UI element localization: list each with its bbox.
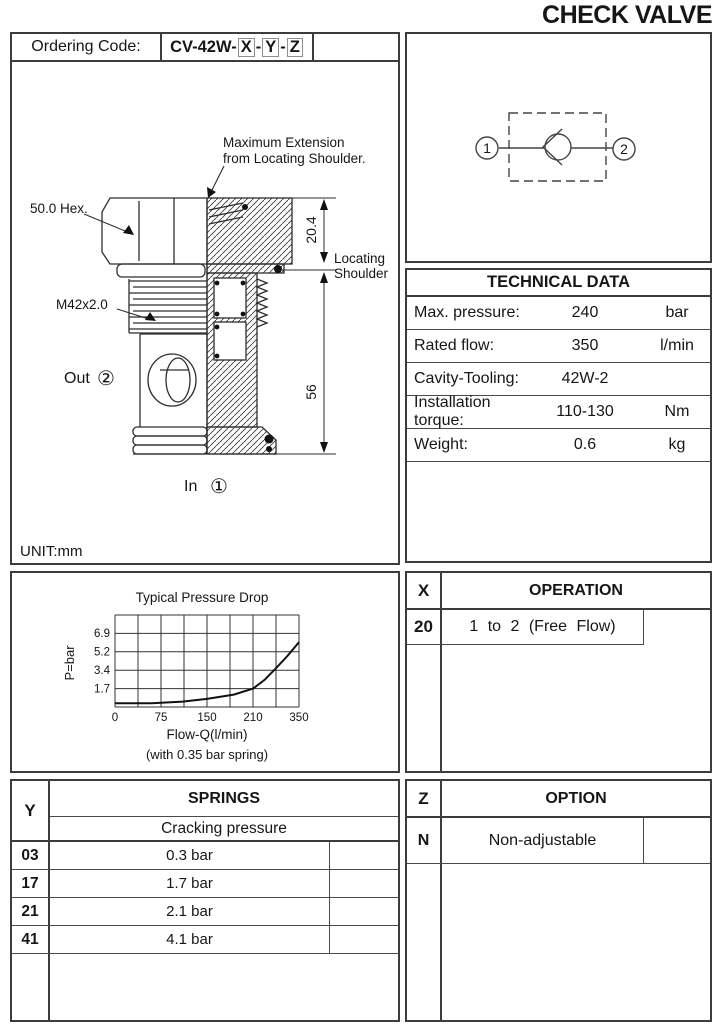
operation-col-letter: X xyxy=(407,573,442,608)
tech-unit: l/min xyxy=(660,337,694,354)
code-sep-2: - xyxy=(280,37,286,56)
springs-header-block xyxy=(12,781,398,842)
operation-table-panel xyxy=(405,571,712,773)
table-row xyxy=(12,870,398,898)
drawing-panel xyxy=(10,32,400,565)
washer xyxy=(117,264,205,277)
option-col-letter: Z xyxy=(407,781,442,816)
leader-arrowheads xyxy=(123,187,216,321)
option-header: OPTION xyxy=(545,789,607,807)
check-valve-symbol xyxy=(407,34,710,261)
hex-head-outline xyxy=(102,198,207,264)
spring-value: 2.1 bar xyxy=(50,898,330,925)
locating-shoulder-label-line2: Shoulder xyxy=(334,266,389,281)
chart-x-axis-label: Flow-Q(l/min) xyxy=(166,727,248,742)
table-row xyxy=(12,898,398,926)
chart-y-axis-label: P=bar xyxy=(62,645,77,681)
y-tick: 1.7 xyxy=(94,683,110,696)
option-table-panel xyxy=(405,779,712,1022)
spring-end-dot xyxy=(242,204,248,210)
spring-empty-cell xyxy=(330,842,398,869)
springs-col-letter: Y xyxy=(12,781,50,840)
x-tick: 75 xyxy=(154,712,168,724)
table-row xyxy=(407,297,710,330)
tech-label: Weight: xyxy=(414,436,468,453)
note-max-extension-line2: from Locating Shoulder. xyxy=(223,151,366,166)
spring-empty-cell xyxy=(330,926,398,953)
table-row xyxy=(12,926,398,954)
operation-header: OPERATION xyxy=(529,581,623,599)
locating-shoulder-label-line1: Locating xyxy=(334,251,386,266)
spring-code: 03 xyxy=(12,842,50,869)
x-tick: 210 xyxy=(243,712,263,724)
tech-value: 42W-2 xyxy=(561,370,609,387)
operation-empty-cell xyxy=(644,610,710,645)
thread-section xyxy=(129,279,207,333)
x-tick: 0 xyxy=(111,712,119,724)
operation-blank-area xyxy=(407,645,710,771)
option-value: Non-adjustable xyxy=(442,818,644,863)
ordering-code-header xyxy=(12,34,398,62)
symbol-panel xyxy=(405,32,712,263)
operation-desc: 1 to 2 (Free Flow) xyxy=(442,610,644,645)
tech-label: Cavity-Tooling: xyxy=(414,370,519,387)
spring-code: 41 xyxy=(12,926,50,953)
pressure-drop-chart xyxy=(12,573,398,771)
technical-data-panel xyxy=(405,268,712,563)
x-tick: 150 xyxy=(197,712,217,724)
code-prefix: CV-42W- xyxy=(170,37,237,56)
dim-56: 56 xyxy=(303,384,319,400)
spring-code: 21 xyxy=(12,898,50,925)
nose-grooves xyxy=(133,427,207,454)
spring-empty-cell xyxy=(330,898,398,925)
dim-20-4: 20.4 xyxy=(303,216,319,244)
springs-subheader: Cracking pressure xyxy=(161,819,287,837)
tech-label: Rated flow: xyxy=(414,337,495,354)
shoulder-oring-icon xyxy=(274,265,282,273)
operation-header-row xyxy=(407,573,710,610)
spring-value: 1.7 bar xyxy=(50,870,330,897)
tech-unit: kg xyxy=(668,436,686,453)
symbol-port-1-number: 1 xyxy=(483,140,491,156)
valve-cross-section-drawing xyxy=(12,62,398,563)
symbol-envelope xyxy=(509,113,606,181)
section-thread-teeth xyxy=(257,279,267,327)
tech-value: 240 xyxy=(571,304,599,321)
y-tick: 6.9 xyxy=(94,628,110,640)
technical-data-header: TECHNICAL DATA xyxy=(407,270,710,297)
tech-value: 110-130 xyxy=(556,403,614,420)
hex-size-label: 50.0 Hex. xyxy=(30,201,88,216)
page-title: CHECK VALVE xyxy=(542,1,712,29)
table-row xyxy=(407,330,710,363)
nose-backup-ring-icon xyxy=(266,446,272,452)
spring-value: 4.1 bar xyxy=(50,926,330,953)
springs-table-panel xyxy=(10,779,400,1022)
code-z-box: Z xyxy=(287,38,303,57)
option-header-row xyxy=(407,781,710,818)
tech-label: Max. pressure: xyxy=(414,304,520,321)
table-row xyxy=(407,363,710,396)
operation-code: 20 xyxy=(407,610,442,645)
spring-value: 0.3 bar xyxy=(50,842,330,869)
spring-empty-cell xyxy=(330,870,398,897)
port-2-icon: ② xyxy=(97,368,115,390)
code-x-box: X xyxy=(238,38,255,57)
spring-code: 17 xyxy=(12,870,50,897)
check-ball-icon xyxy=(545,134,571,160)
ordering-code-empty-cell xyxy=(314,34,398,60)
unit-note: UNIT:mm xyxy=(20,543,83,560)
symbol-port-2-number: 2 xyxy=(620,141,628,157)
ordering-code-label: Ordering Code: xyxy=(12,34,162,60)
in-label: In xyxy=(184,478,198,495)
note-max-extension-line1: Maximum Extension xyxy=(223,135,345,150)
tech-value: 350 xyxy=(571,337,599,354)
cross-port-inner-edge xyxy=(166,358,190,402)
port-1-icon: ① xyxy=(210,476,228,498)
option-code: N xyxy=(407,818,442,863)
tech-unit: Nm xyxy=(664,403,690,420)
nose-oring-icon xyxy=(265,435,274,444)
springs-header: SPRINGS xyxy=(50,781,398,817)
table-row xyxy=(407,818,710,864)
springs-blank-area xyxy=(12,954,398,1020)
table-row xyxy=(12,842,398,870)
tech-value: 0.6 xyxy=(573,436,597,453)
code-y-box: Y xyxy=(262,38,279,57)
option-empty-cell xyxy=(644,818,710,863)
x-tick: 350 xyxy=(289,712,309,724)
code-sep-1: - xyxy=(255,37,262,56)
ordering-code-value xyxy=(162,34,314,60)
section-shoulder xyxy=(207,264,284,273)
table-row xyxy=(407,396,710,429)
y-tick: 5.2 xyxy=(94,646,110,659)
tech-unit: bar xyxy=(665,304,689,321)
chart-title: Typical Pressure Drop xyxy=(135,590,269,605)
table-row xyxy=(407,429,710,462)
tech-label: Installation torque: xyxy=(414,394,491,429)
chart-subtitle: (with 0.35 bar spring) xyxy=(145,747,269,762)
option-blank-area xyxy=(407,864,710,1020)
chart-grid xyxy=(115,615,299,707)
pressure-drop-chart-panel xyxy=(10,571,400,773)
thread-size-label: M42x2.0 xyxy=(56,297,108,312)
out-label: Out xyxy=(64,370,90,387)
y-tick: 3.4 xyxy=(94,665,110,677)
table-row xyxy=(407,610,710,645)
